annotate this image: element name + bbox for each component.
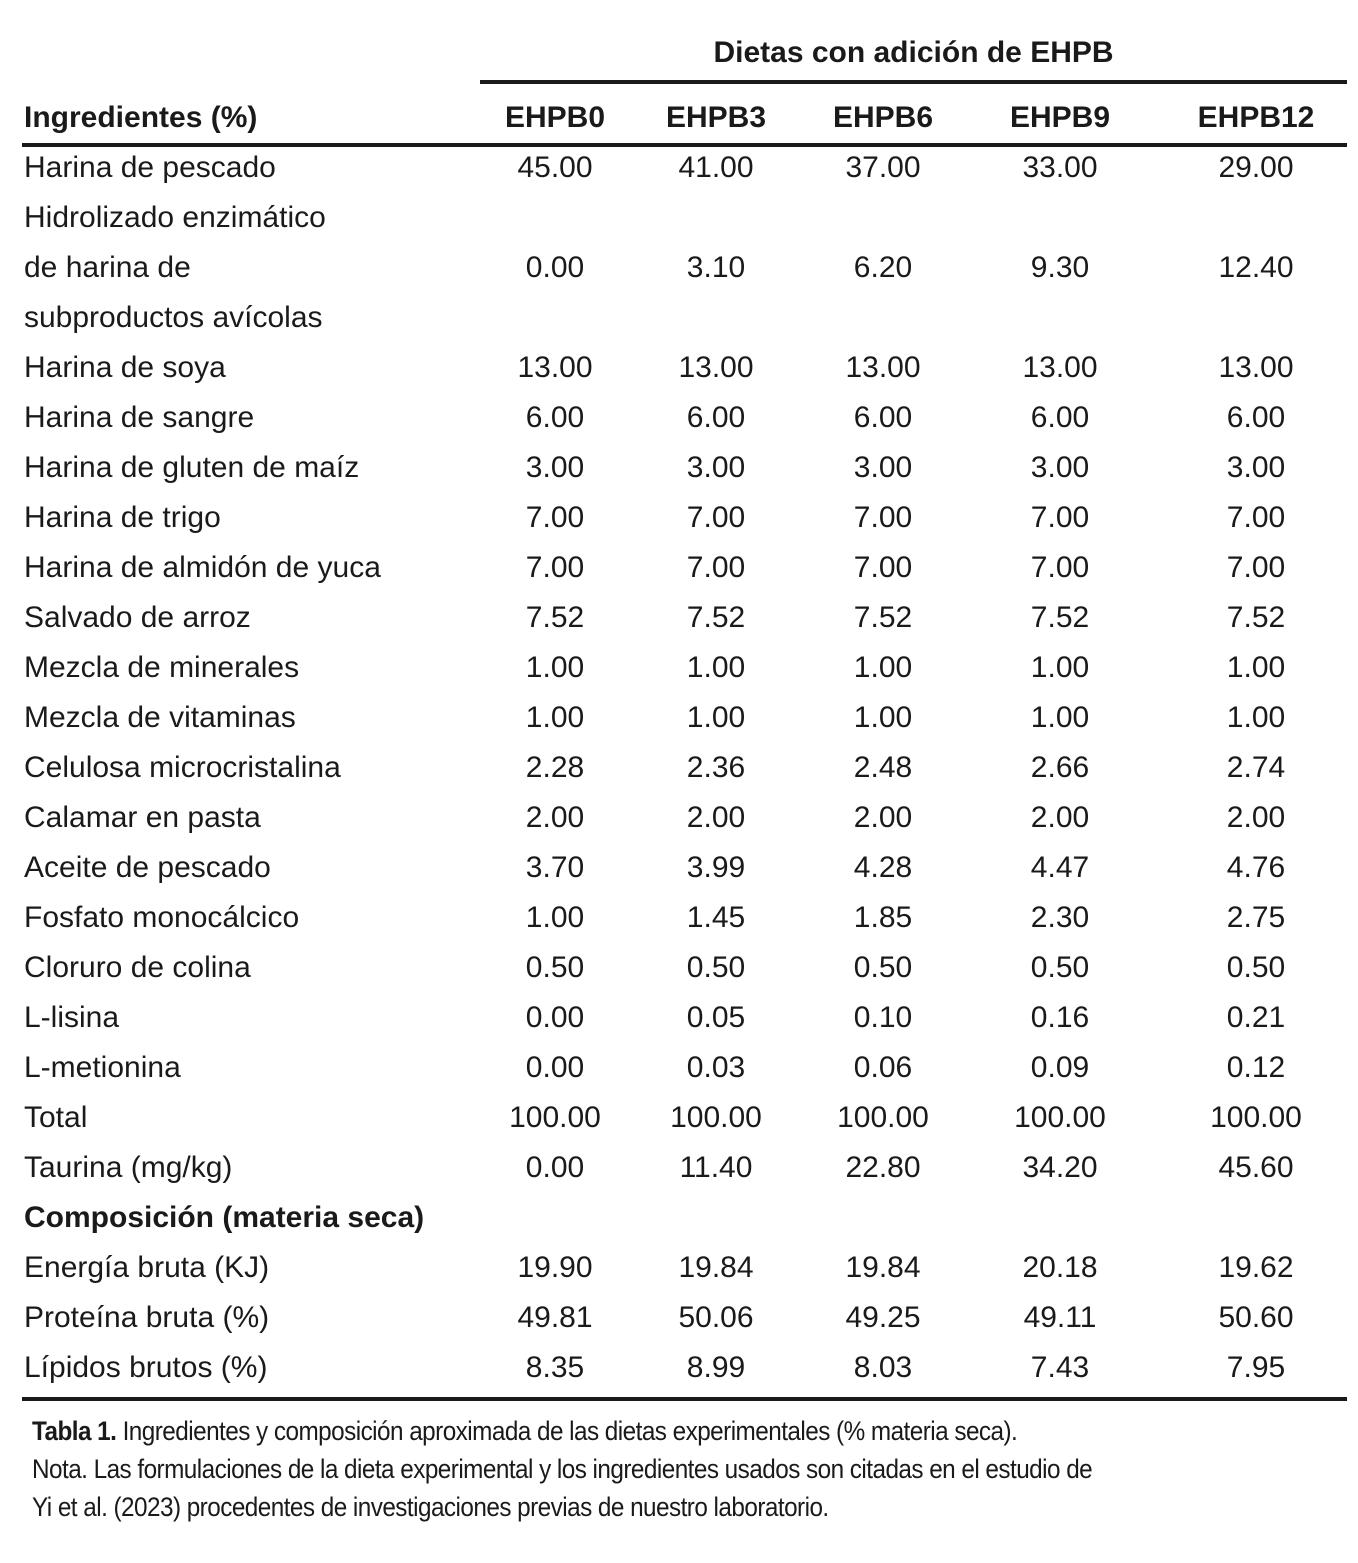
table-cell: 3.00 xyxy=(686,451,746,484)
column-header: EHPB12 xyxy=(1197,101,1315,134)
table-row xyxy=(22,1243,1347,1293)
table-cell: 0.06 xyxy=(853,1051,913,1084)
table-cell: 100.00 xyxy=(509,1101,601,1134)
table-cell: 2.36 xyxy=(686,751,746,784)
column-header: EHPB0 xyxy=(504,101,606,134)
table-cell: 45.00 xyxy=(517,151,593,184)
table-cell: 0.00 xyxy=(525,1001,585,1034)
table-row xyxy=(22,693,1347,743)
table-cell: 7.00 xyxy=(686,501,746,534)
table-cell: 100.00 xyxy=(1210,1101,1302,1134)
table-cell: 7.00 xyxy=(853,501,913,534)
table-cell: 7.43 xyxy=(1030,1351,1090,1384)
table-cell: 7.52 xyxy=(686,601,746,634)
table-cell: 1.00 xyxy=(525,701,585,734)
table-cell: 0.00 xyxy=(525,1051,585,1084)
table-cell: 6.00 xyxy=(853,401,913,434)
table-cell: 7.00 xyxy=(1030,501,1090,534)
table-cell: 6.20 xyxy=(853,251,913,284)
table-cell: 7.00 xyxy=(853,551,913,584)
table-cell: 6.00 xyxy=(1030,401,1090,434)
table-cell: 7.00 xyxy=(1226,551,1286,584)
table-cell: 19.62 xyxy=(1218,1251,1294,1284)
table-cell: 1.00 xyxy=(1030,701,1090,734)
table-cell: 0.50 xyxy=(1226,951,1286,984)
row-label: Aceite de pescado xyxy=(24,851,271,884)
table-cell: 1.00 xyxy=(525,901,585,934)
caption-line-3: Yi et al. (2023) procedentes de investigaciones previas de nuestro laboratorio. xyxy=(32,1492,829,1522)
bottom-rule xyxy=(22,1397,1347,1401)
row-label: subproductos avícolas xyxy=(24,301,323,334)
row-label: Energía bruta (KJ) xyxy=(24,1251,270,1284)
table-cell: 20.18 xyxy=(1022,1251,1098,1284)
table-cell: 3.00 xyxy=(1226,451,1286,484)
table-cell: 4.76 xyxy=(1226,851,1286,884)
table-row xyxy=(22,343,1347,393)
table-row xyxy=(22,143,1347,193)
table-cell: 22.80 xyxy=(845,1151,921,1184)
table-row xyxy=(22,843,1347,893)
table-cell: 37.00 xyxy=(845,151,921,184)
table-row xyxy=(22,1343,1347,1393)
table-cell: 2.30 xyxy=(1030,901,1090,934)
table-cell: 7.52 xyxy=(1030,601,1090,634)
table-cell: 19.84 xyxy=(845,1251,921,1284)
table-cell: 7.95 xyxy=(1226,1351,1286,1384)
table-cell: 1.00 xyxy=(1226,651,1286,684)
table-cell: 1.00 xyxy=(1226,701,1286,734)
table-cell: 7.00 xyxy=(686,551,746,584)
group-header: Dietas con adición de EHPB xyxy=(713,36,1114,69)
table-cell: 0.50 xyxy=(1030,951,1090,984)
table-cell: 13.00 xyxy=(845,351,921,384)
table-cell: 2.75 xyxy=(1226,901,1286,934)
table-cell: 49.81 xyxy=(517,1301,593,1334)
table-cell: 0.09 xyxy=(1030,1051,1090,1084)
table-cell: 6.00 xyxy=(1226,401,1286,434)
table-cell: 3.10 xyxy=(686,251,746,284)
row-label: L-metionina xyxy=(24,1051,181,1084)
table-cell: 6.00 xyxy=(525,401,585,434)
table-cell: 7.52 xyxy=(853,601,913,634)
table-row xyxy=(22,493,1347,543)
table-cell: 3.99 xyxy=(686,851,746,884)
table-row xyxy=(22,1093,1347,1143)
table-cell: 2.00 xyxy=(1030,801,1090,834)
table-cell: 100.00 xyxy=(670,1101,762,1134)
table-cell: 49.11 xyxy=(1023,1301,1097,1334)
row-label: Harina de gluten de maíz xyxy=(24,451,360,484)
row-label: L-lisina xyxy=(24,1001,120,1034)
column-header: EHPB9 xyxy=(1009,101,1111,134)
table-cell: 0.03 xyxy=(686,1051,746,1084)
caption-label: Tabla 1. xyxy=(32,1416,117,1446)
table-cell: 0.50 xyxy=(686,951,746,984)
row-label: Calamar en pasta xyxy=(24,801,261,834)
table-cell: 50.60 xyxy=(1218,1301,1294,1334)
row-label: Celulosa microcristalina xyxy=(24,751,341,784)
table-cell: 1.00 xyxy=(525,651,585,684)
table-cell: 2.00 xyxy=(1226,801,1286,834)
table-cell: 2.28 xyxy=(525,751,585,784)
section-label: Composición (materia seca) xyxy=(24,1201,425,1234)
table-cell: 0.00 xyxy=(525,251,585,284)
table-cell: 29.00 xyxy=(1218,151,1294,184)
table-cell: 49.25 xyxy=(845,1301,921,1334)
row-label: Fosfato monocálcico xyxy=(24,901,300,934)
table-cell: 0.00 xyxy=(525,1151,585,1184)
table-cell: 7.52 xyxy=(525,601,585,634)
column-header: EHPB3 xyxy=(665,101,767,134)
row-label: Total xyxy=(24,1101,88,1134)
table-cell: 19.90 xyxy=(517,1251,593,1284)
table-cell: 6.00 xyxy=(686,401,746,434)
table-cell: 7.00 xyxy=(525,551,585,584)
table-row xyxy=(22,393,1347,443)
table-cell: 4.28 xyxy=(853,851,913,884)
table-row xyxy=(22,943,1347,993)
table-cell: 13.00 xyxy=(517,351,593,384)
row-label: Lípidos brutos (%) xyxy=(24,1351,268,1384)
table-row xyxy=(22,743,1347,793)
table-cell: 8.99 xyxy=(686,1351,746,1384)
table-cell: 34.20 xyxy=(1022,1151,1098,1184)
table-cell: 41.00 xyxy=(678,151,754,184)
table-row xyxy=(22,993,1347,1043)
table-cell: 3.70 xyxy=(525,851,585,884)
table-cell: 4.47 xyxy=(1030,851,1090,884)
table-cell: 2.00 xyxy=(853,801,913,834)
table-row xyxy=(22,1043,1347,1093)
row-label: Proteína bruta (%) xyxy=(24,1301,270,1334)
table-cell: 7.00 xyxy=(525,501,585,534)
table-cell: 0.50 xyxy=(525,951,585,984)
table-cell: 1.00 xyxy=(853,651,913,684)
table-cell: 7.52 xyxy=(1226,601,1286,634)
table-cell: 50.06 xyxy=(678,1301,754,1334)
row-label: Harina de almidón de yuca xyxy=(24,551,381,584)
row-label: Mezcla de minerales xyxy=(24,651,300,684)
table-cell: 0.21 xyxy=(1226,1001,1286,1034)
table-cell: 0.50 xyxy=(853,951,913,984)
table-cell: 2.00 xyxy=(686,801,746,834)
table-cell: 0.10 xyxy=(853,1001,913,1034)
table-cell: 3.00 xyxy=(525,451,585,484)
caption-title: Ingredientes y composición aproximada de las dietas experimentales (% materia seca). xyxy=(116,1416,1018,1446)
table-row xyxy=(22,893,1347,943)
row-label: Taurina (mg/kg) xyxy=(24,1151,233,1184)
table-row xyxy=(22,193,1347,343)
table-cell: 3.00 xyxy=(853,451,913,484)
table-cell: 0.05 xyxy=(686,1001,746,1034)
table-cell: 13.00 xyxy=(678,351,754,384)
row-label: Harina de trigo xyxy=(24,501,221,534)
table-cell: 100.00 xyxy=(837,1101,929,1134)
row-label: Mezcla de vitaminas xyxy=(24,701,296,734)
table-cell: 1.45 xyxy=(686,901,746,934)
row-header-label: Ingredientes (%) xyxy=(24,101,258,134)
row-label: Harina de soya xyxy=(24,351,226,384)
column-header: EHPB6 xyxy=(832,101,934,134)
table-caption xyxy=(32,1412,1202,1526)
row-label: Harina de pescado xyxy=(24,151,276,184)
table-cell: 45.60 xyxy=(1218,1151,1294,1184)
table-cell: 7.00 xyxy=(1030,551,1090,584)
table-cell: 1.00 xyxy=(686,651,746,684)
table-cell: 12.40 xyxy=(1218,251,1294,284)
caption-line-1 xyxy=(32,1412,1202,1450)
table-cell: 2.48 xyxy=(853,751,913,784)
table-cell: 1.00 xyxy=(1030,651,1090,684)
table-cell: 2.00 xyxy=(525,801,585,834)
table-cell: 2.66 xyxy=(1030,751,1090,784)
table-cell: 1.00 xyxy=(686,701,746,734)
table-row xyxy=(22,643,1347,693)
table-cell: 11.40 xyxy=(679,1151,753,1184)
table-cell: 100.00 xyxy=(1014,1101,1106,1134)
column-header-row xyxy=(22,96,1347,142)
table-row xyxy=(22,443,1347,493)
table-cell: 19.84 xyxy=(678,1251,754,1284)
table-row xyxy=(22,793,1347,843)
row-label: Salvado de arroz xyxy=(24,601,251,634)
row-label: Cloruro de colina xyxy=(24,951,251,984)
table-cell: 0.12 xyxy=(1226,1051,1286,1084)
table-row xyxy=(22,543,1347,593)
table-cell: 8.03 xyxy=(853,1351,913,1384)
caption-line-2: Nota. Las formulaciones de la dieta experimental y los ingredientes usados son citadas en el estudio de xyxy=(32,1454,1093,1484)
row-label: de harina de xyxy=(24,251,191,284)
section-header-row xyxy=(22,1193,1347,1243)
row-label: Hidrolizado enzimático xyxy=(24,201,326,234)
group-header-rule xyxy=(480,80,1347,84)
table-cell: 8.35 xyxy=(525,1351,585,1384)
table-cell: 3.00 xyxy=(1030,451,1090,484)
table-cell: 13.00 xyxy=(1022,351,1098,384)
table-cell: 7.00 xyxy=(1226,501,1286,534)
table-row xyxy=(22,1293,1347,1343)
table-row xyxy=(22,593,1347,643)
row-label: Harina de sangre xyxy=(24,401,255,434)
table-cell: 2.74 xyxy=(1226,751,1286,784)
table-row xyxy=(22,1143,1347,1193)
table-cell: 0.16 xyxy=(1030,1001,1090,1034)
table-cell: 33.00 xyxy=(1022,151,1098,184)
table-cell: 1.00 xyxy=(853,701,913,734)
table-cell: 13.00 xyxy=(1218,351,1294,384)
table-cell: 1.85 xyxy=(853,901,913,934)
table-cell: 9.30 xyxy=(1030,251,1090,284)
